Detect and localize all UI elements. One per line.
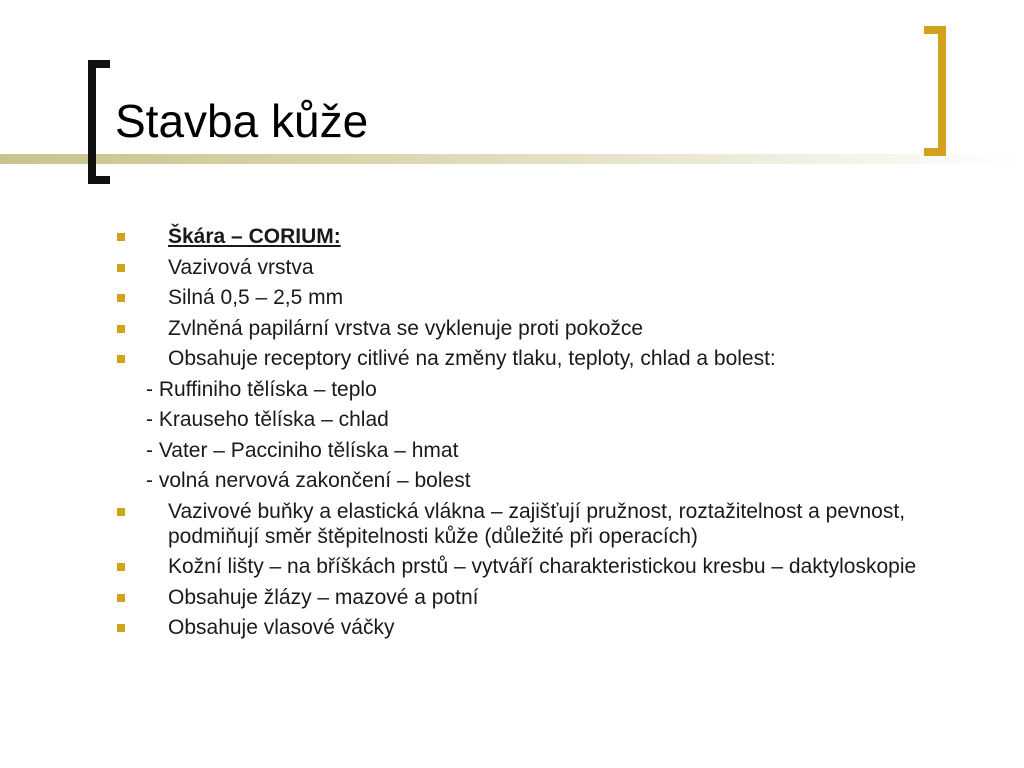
sub-list-item <box>0 407 1024 438</box>
square-bullet-icon <box>117 355 125 363</box>
list-item-text: Obsahuje receptory citlivé na změny tlaku, teploty, chlad a bolest: <box>168 347 776 370</box>
list-item <box>0 499 958 555</box>
square-bullet-icon <box>117 624 125 632</box>
left-bracket-decoration <box>88 60 110 184</box>
square-bullet-icon <box>117 294 125 302</box>
sub-list-item <box>0 377 1024 408</box>
list-item-text: Kožní lišty – na bříškách prstů – vytváří charakteristickou kresbu – daktyloskopie <box>168 555 917 578</box>
square-bullet-icon <box>117 594 125 602</box>
list-item-text: Vazivová vrstva <box>168 255 314 279</box>
square-bullet-icon <box>117 264 125 272</box>
bullet-list <box>0 224 1024 646</box>
list-item <box>0 554 958 585</box>
list-item <box>0 585 958 616</box>
list-item-text: Obsahuje vlasové váčky <box>168 616 395 639</box>
square-bullet-icon <box>117 508 125 516</box>
sub-list-item <box>0 438 1024 469</box>
title-divider-line <box>0 154 1024 164</box>
sub-list-item-text: - Ruffiniho tělíska – teplo <box>146 377 377 401</box>
sub-list-item-text: - Krauseho tělíska – chlad <box>146 408 389 431</box>
list-item <box>0 316 958 347</box>
list-item <box>0 346 958 377</box>
list-item-text: Obsahuje žlázy – mazové a potní <box>168 585 479 609</box>
slide-title: Stavba kůže <box>115 95 369 147</box>
sub-list-item-text: - volná nervová zakončení – bolest <box>146 469 471 492</box>
square-bullet-icon <box>117 563 125 571</box>
list-item <box>0 224 958 255</box>
list-item-text: Zvlněná papilární vrstva se vyklenuje proti pokožce <box>168 316 644 340</box>
sub-list-item-text: - Vater – Pacciniho tělíska – hmat <box>146 438 459 462</box>
square-bullet-icon <box>117 233 125 241</box>
square-bullet-icon <box>117 325 125 333</box>
list-item <box>0 255 958 286</box>
right-bracket-decoration <box>924 26 946 156</box>
list-item-text: Silná 0,5 – 2,5 mm <box>168 286 344 309</box>
sub-list-item <box>0 468 1024 499</box>
list-item-text: Vazivové buňky a elastická vlákna – zajišťují pružnost, roztažitelnost a pevnost, podmiňují směr štěpitelnosti kůže (důležité při operacích) <box>168 499 906 548</box>
section-heading: Škára – CORIUM: <box>168 225 341 248</box>
list-item <box>0 615 958 646</box>
list-item <box>0 285 958 316</box>
